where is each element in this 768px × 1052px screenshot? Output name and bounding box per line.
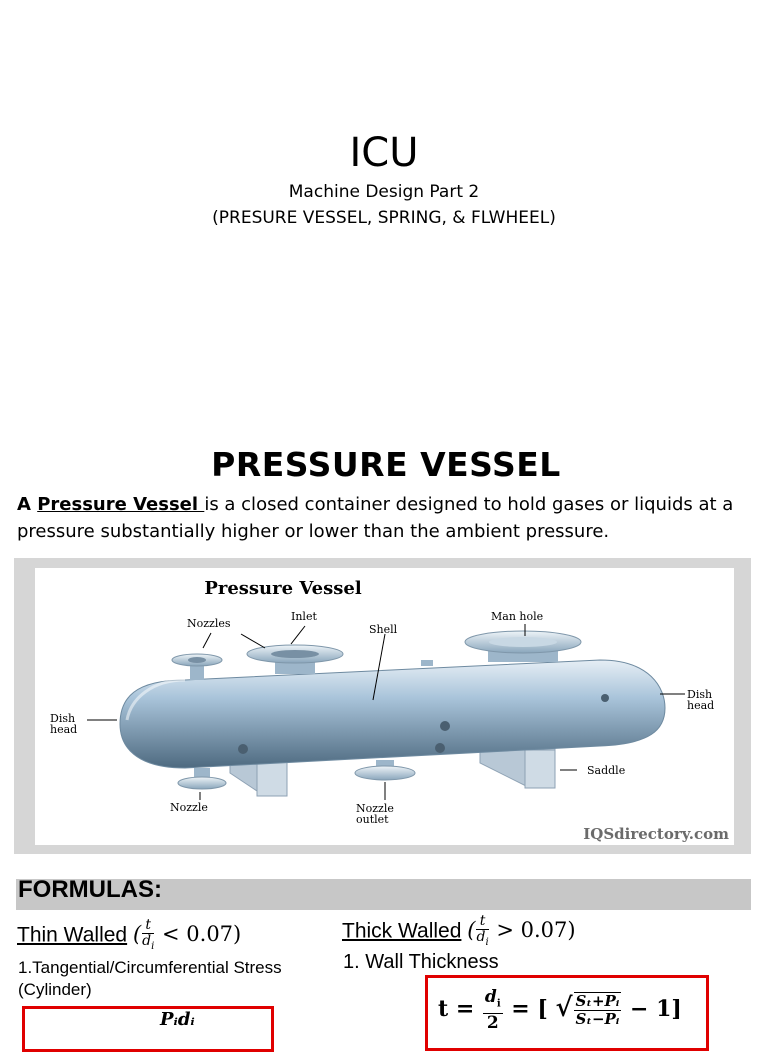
label-man-hole: Man hole [491,610,544,623]
label-shell: Shell [369,623,398,636]
saddle-right [480,748,555,788]
label-dish-head-right: Dish [687,688,713,701]
label-nozzle-outlet: Nozzle [356,802,394,815]
nozzle-outlet [355,760,415,780]
nozzle-top-1 [172,654,222,680]
intro-prefix: A [17,494,38,515]
label-dish-head-left-2: head [50,723,78,736]
thin-formula-partial: Pᵢdᵢ [160,1009,195,1030]
label-dish-head-left: Dish [50,712,76,725]
label-dish-head-right-2: head [687,699,715,712]
label-inlet: Inlet [291,610,317,623]
figure-title: Pressure Vessel [204,578,362,599]
thin-formula-1-title: 1.Tangential/Circumferential Stress (Cylinder) [18,958,282,999]
formulas-heading: FORMULAS: [18,876,162,903]
thick-formula-1-title: 1. Wall Thickness [343,951,499,973]
document-subtitle: Machine Design Part 2 [288,182,480,202]
label-nozzles: Nozzles [187,617,231,630]
document-subtitle-topics: (PRESURE VESSEL, SPRING, & FLWHEEL) [212,208,556,228]
thin-formula-box [22,1006,274,1052]
thick-walled-label: Thick Walled ( $\frac{t}{d_i}$ > 0.07) [342,913,576,948]
figure-watermark: IQSdirectory.com [583,825,729,843]
manhole [465,631,581,662]
label-nozzle: Nozzle [170,801,208,814]
label-saddle: Saddle [587,764,626,777]
nozzle-bottom-left [178,768,226,789]
intro-keyword: Pressure Vessel [37,494,205,515]
intro-paragraph [17,491,757,545]
document-title: ICU [349,130,419,176]
thick-wall-formula: t = $\frac{d_i}{2}$ = [ √ $\frac{\text{Sₜ+Pᵢ}}{\text{Sₜ−Pᵢ}}$ − 1] [438,987,682,1034]
section-title: PRESSURE VESSEL [211,445,561,484]
intro-text: is a closed container designed to hold gases or liquids at a pressure substantially higher or lower than the ambient pressure. [17,494,734,542]
nozzle-top-2 [247,645,343,674]
label-nozzle-outlet-2: outlet [356,813,389,826]
thin-walled-label: Thin Walled ( $\frac{t}{d_i}$ < 0.07) [17,917,242,952]
pressure-vessel-diagram [35,568,734,845]
